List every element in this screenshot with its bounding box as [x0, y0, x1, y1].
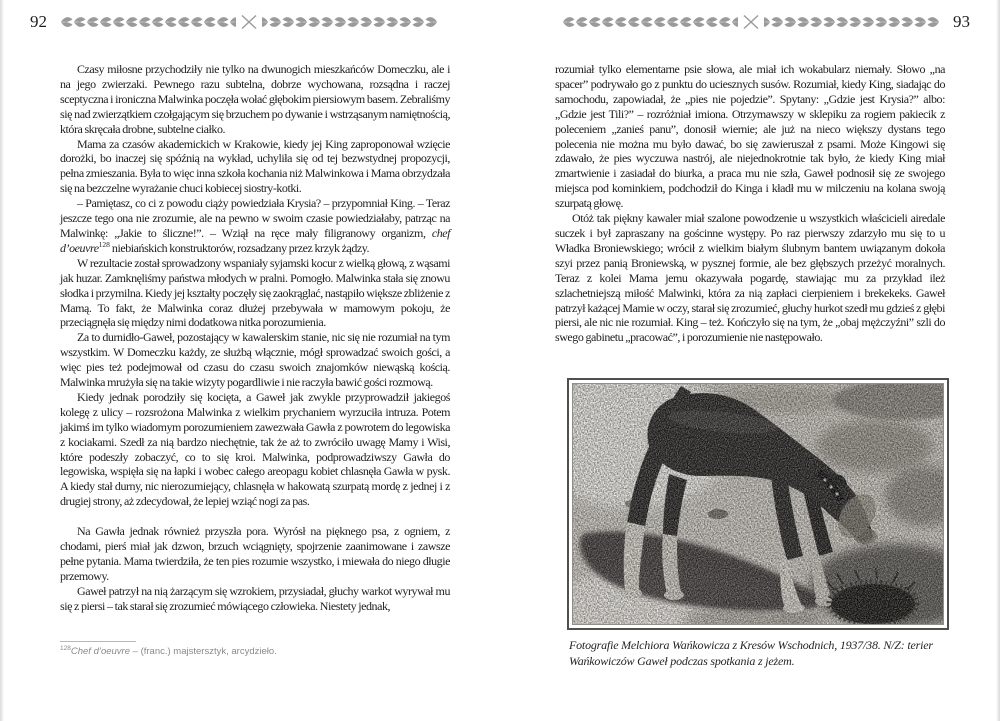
text-segment: Gaweł patrzył na nią żarzącym się wzrokiem, przysiadał, głuchy warkot wyrywał mu się z piersi – tak starał się zrozumieć mówiącego człowieka. Niestety jednak, [60, 583, 450, 613]
laurel-ornament-icon [562, 13, 940, 31]
text-segment: Mama za czasów akademickich w Krakowie, kiedy jej King zaproponował wzięcie dorożki, bo inaczej się spóźnią na wykład, uchyliła się od tej bezwstydnej propozycji, pełna zmieszania. Była to więc inna szkoła kochania niż Malwinkowa i Mama obrzydzała się na bezczelne wyrażanie chuci kobiecej siostry-kotki. [60, 136, 450, 196]
left-page-header [30, 13, 482, 31]
text-segment: Otóż tak piękny kawaler miał szalone powodzenie u wszystkich właścicieli airedale suczek i był zapraszany na gościnne występy. Po raz pierwszy zdarzyło mu się to u Władka Broniewskiego; wrócił z wielkim białym ślubnym bantem uwiązanym dokoła szyi przez panią Broniewską, w pysznej formie, ale bez głębszych przeżyć moralnych. Teraz z kolei Mama jemu okazywała pogardę, stawiając mu za przykład ileż szlachetniejszą miłość Malwinki, która za nią zapłaci cierpieniem i brekekeks. Gaweł patrzył każącej Mamie w oczy, starał się zrozumieć, głuchy hurkot szedł mu gdzieś z głębi piersi, ale nic nie rozumiał. King – też. Kończyło się na tym, że „obaj mężczyźni” szli do swego gabinetu „pracować”, i porozumienie nie następowało. [555, 211, 945, 345]
dog-hedgehog-photo-image [573, 384, 943, 624]
text-segment: niebiańskich konstruktorów, rozsadzany przez krzyk żądzy. [109, 240, 370, 255]
text-segment: W rezultacie został sprowadzony wspaniały syjamski kocur z wielką głową, z wąsami jak huzar. Zamknęliśmy państwa młodych w pralni. Pomogło. Malwinka stała się znowu słodka i przymilna. Kiedy jej kształty poczęły się zaokrąglać, nastąpiło większe zbliżenie z Mamą. To fakt, że Malwinka coraz dłużej przebywała w mamowym pokoju, że przeciągnęła się między nimi dodatkowa nitka porozumienia. [60, 255, 450, 330]
text-segment: Za to durnidło-Gaweł, pozostający w kawalerskim stanie, nic się nie rozumiał na tym wszystkim. W Domeczku każdy, ze służbą włącznie, mógł sprowadzać swoich gości, a więc pies też podejmował od czasu do czasu swoich znajomków niewąską kością. Malwinka mrużyła się na takie wizyty pogardliwie i nie raczyła bawić gości rozmową. [60, 330, 450, 390]
paragraph [60, 256, 450, 331]
page-number-left: 92 [30, 12, 47, 31]
paragraph [60, 196, 450, 256]
laurel-ornament-icon [60, 13, 438, 31]
paragraph [60, 330, 450, 390]
text-segment: Na Gawła jednak również przyszła pora. Wyrósł na pięknego psa, z ogniem, z chodami, pierś miał jak dzwon, brzuch wciągnięty, spojrzenie zaanimowane i zawsze pełne pytania. Mama twierdziła, że ten pies rozumie wszystko, i miewała do niego długie przemowy. [60, 524, 450, 583]
text-segment: 128 [98, 239, 110, 249]
text-segment: Chef d’oeuvre [70, 646, 131, 657]
right-page [555, 62, 945, 702]
photo-figure [567, 378, 951, 669]
paragraph [555, 62, 945, 211]
left-page-text [60, 62, 450, 614]
text-segment: 128 [60, 644, 71, 652]
left-page [60, 62, 450, 614]
paragraph [60, 524, 450, 584]
text-segment: Czasy miłosne przychodziły nie tylko na dwunogich mieszkańców Domeczku, ale i na jego zwierzaki. Pewnego razu subtelna, dobrze wychowana, rozsądna i raczej sceptyczna i ironiczna Malwinka poczęła wołać głębokim piersiowym basem. Zebraliśmy się nad zwierzątkiem czołgającym się brzuchem po dywanie i wstrząsanym namiętnością, która skręcała drobne, subtelne ciałko. [60, 62, 451, 136]
paragraph [555, 211, 945, 345]
scan-edge-right [996, 0, 1000, 721]
paragraph [60, 137, 450, 197]
paragraph [60, 584, 450, 614]
text-segment: – (franc.) majstersztyk, arcydzieło. [130, 646, 277, 657]
page-number-right: 93 [953, 12, 970, 31]
text-segment: rozumiał tylko elementarne psie słowa, ale miał ich wokabularz niemały. Słowo „na spacer” podrywało go z punktu do uciesznych susów. Rozumiał, kiedy King, siadając do samochodu, zapowiadał, że „pies nie pojedzie”. Spytany: „Gdzie jest Krysia?” albo: „Gdzie jest Tili?” – rozróżniał imiona. Otrzymawszy w sklepiku za rogiem pakiecik z poleceniem „zanieś panu”, donosił wiernie; ale już na nieco większy dystans tego polecenia nie można mu było dawać, bo się zawieruszał z psami. Może Kingowi się zdawało, że pies wyczuwa nastrój, ale niejednokrotnie tak było, że kiedy King miał zmartwienie i zasiadał do biurka, a praca mu nie szła, Gaweł podnosił się ze swojego miejsca pod kominkiem, podchodził do Kinga i kładł mu w milczeniu na kolana swoją szurpatą głowę. [555, 62, 945, 211]
paragraph [60, 390, 450, 509]
right-page-header [552, 13, 970, 31]
photo-caption: Fotografie Melchiora Wańkowicza z Kresów Wschodnich, 1937/38. N/Z: terier Wańkowiczów Gaweł podczas spotkania z jeżem. [569, 638, 933, 668]
text-segment: – Pamiętasz, co ci z powodu ciąży powiedziała Krysia? – przypomniał King. – Teraz jeszcze tego ona nie zrozumie, ale na pewno w swoim czasie powiedziałaby, patrząc na Malwinkę: „Jakie to śliczne!”. – Wziął na ręce mały filigranowy organizm, [60, 196, 450, 240]
footnote-divider [60, 641, 136, 642]
paragraph [60, 62, 450, 137]
text-segment: chef d’oeuvre [60, 225, 450, 255]
footnote [60, 641, 450, 658]
text-segment: Kiedy jednak porodziły się kocięta, a Gaweł jak zwykle przyprowadził jakiegoś kolegę z ulicy – rozsrożona Malwinka z wielkim prychaniem wyrzuciła intruza. Potem jakimś im tylko wiadomym porozumieniem zawezwała Gawła z powrotem do legowiska z kociakami. Szedł za nią bardzo niechętnie, tak że aż to zwróciło uwagę Mamy i Wisi, które podeszły zobaczyć, co to się kroi. Malwinka, podprowadziwszy Gawła do legowiska, wspięła się na łapki i wobec całego areopagu kobiet chlasnęła Gawła w pysk. A kiedy stał durny, nic nierozumiejący, chlasnęła w hakowatą szurpatą mordę z jednej i z drugiej strony, aż zdecydował, że lepiej wziąć nogi za pas. [60, 389, 450, 509]
right-page-text [555, 62, 945, 345]
dog-hedgehog-photo [567, 378, 949, 630]
scan-edge-left [0, 0, 4, 721]
footnote-text [60, 646, 450, 658]
